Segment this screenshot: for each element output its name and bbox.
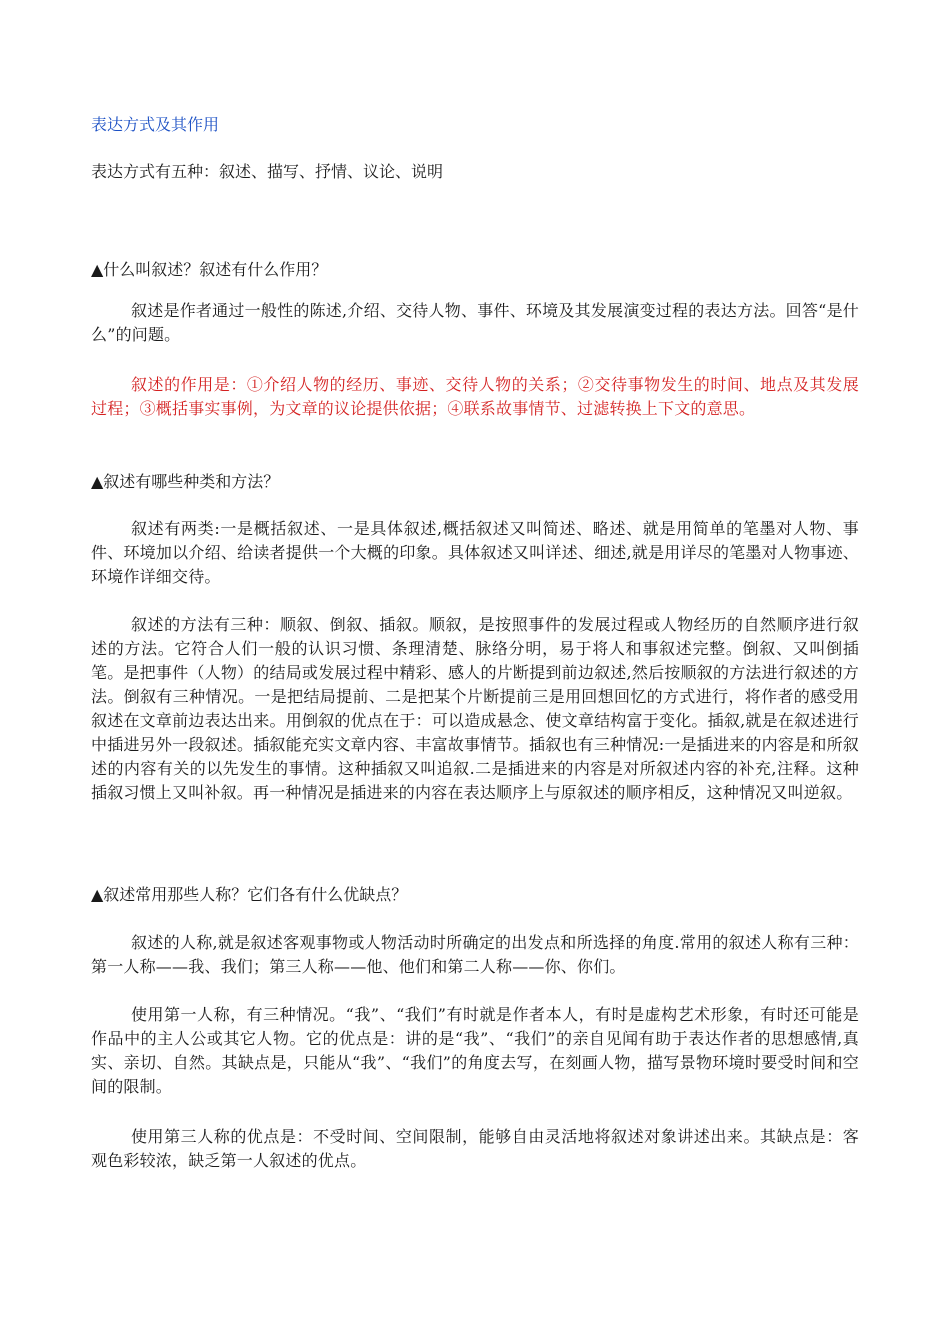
document-subtitle: 表达方式有五种：叙述、描写、抒情、议论、说明 [91, 162, 444, 181]
document-title: 表达方式及其作用 [91, 115, 220, 134]
paragraph-narration-categories: 叙述有两类:一是概括叙述、一是具体叙述,概括叙述又叫简述、略述、就是用简单的笔墨对人物、事件、环境加以介绍、给读者提供一个大概的印象。具体叙述又叫详述、细述,就是用详尽的笔墨对人物事迹、环境作详细交待。 [91, 519, 859, 586]
paragraph-first-person: 使用第一人称，有三种情况。“我”、“我们”有时就是作者本人，有时是虚构艺术形象，有时还可能是作品中的主人公或其它人物。它的优点是：讲的是“我”、“我们”的亲自见闻有助于表达作者的思想感情,真实、亲切、自然。其缺点是，只能从“我”、“我们”的角度去写，在刻画人物，描写景物环境时要受时间和空间的限制。 [91, 1005, 859, 1096]
paragraph-narration-function: 叙述的作用是：①介绍人物的经历、事迹、交待人物的关系；②交待事物发生的时间、地点及其发展过程；③概括事实事例，为文章的议论提供依据；④联系故事情节、过滤转换上下文的意思。 [91, 375, 859, 418]
paragraph-third-person: 使用第三人称的优点是：不受时间、空间限制，能够自由灵活地将叙述对象讲述出来。其缺点是：客观色彩较浓，缺乏第一人叙述的优点。 [91, 1127, 859, 1170]
section-heading-narration-types: ▲叙述有哪些种类和方法？ [91, 472, 280, 491]
section-heading-what-is-narration: ▲什么叫叙述？叙述有什么作用？ [91, 260, 328, 279]
section-heading-narrative-person: ▲叙述常用那些人称？它们各有什么优缺点？ [91, 885, 408, 904]
paragraph-narration-methods: 叙述的方法有三种：顺叙、倒叙、插叙。顺叙，是按照事件的发展过程或人物经历的自然顺序进行叙述的方法。它符合人们一般的认识习惯、条理清楚、脉络分明，易于将人和事叙述完整。倒叙、又叫倒插笔。是把事件（人物）的结局或发展过程中精彩、感人的片断提到前边叙述,然后按顺叙的方法进行叙述的方法。倒叙有三种情况。一是把结局提前、二是把某个片断提前三是用回想回忆的方式进行，将作者的感受用叙述在文章前边表达出来。用倒叙的优点在于：可以造成悬念、使文章结构富于变化。插叙,就是在叙述进行中插进另外一段叙述。插叙能充实文章内容、丰富故事情节。插叙也有三种情况:一是插进来的内容是和所叙述的内容有关的以先发生的事情。这种插叙又叫追叙.二是插进来的内容是对所叙述内容的补充,注释。这种插叙习惯上又叫补叙。再一种情况是插进来的内容在表达顺序上与原叙述的顺序相反，这种情况又叫逆叙。 [91, 615, 859, 802]
paragraph-narrative-person-definition: 叙述的人称,就是叙述客观事物或人物活动时所确定的出发点和所选择的角度.常用的叙述人称有三种：第一人称——我、我们；第三人称——他、他们和第二人称——你、你们。 [91, 933, 859, 976]
paragraph-narration-definition: 叙述是作者通过一般性的陈述,介绍、交待人物、事件、环境及其发展演变过程的表达方法。回答“是什么”的问题。 [91, 301, 859, 344]
